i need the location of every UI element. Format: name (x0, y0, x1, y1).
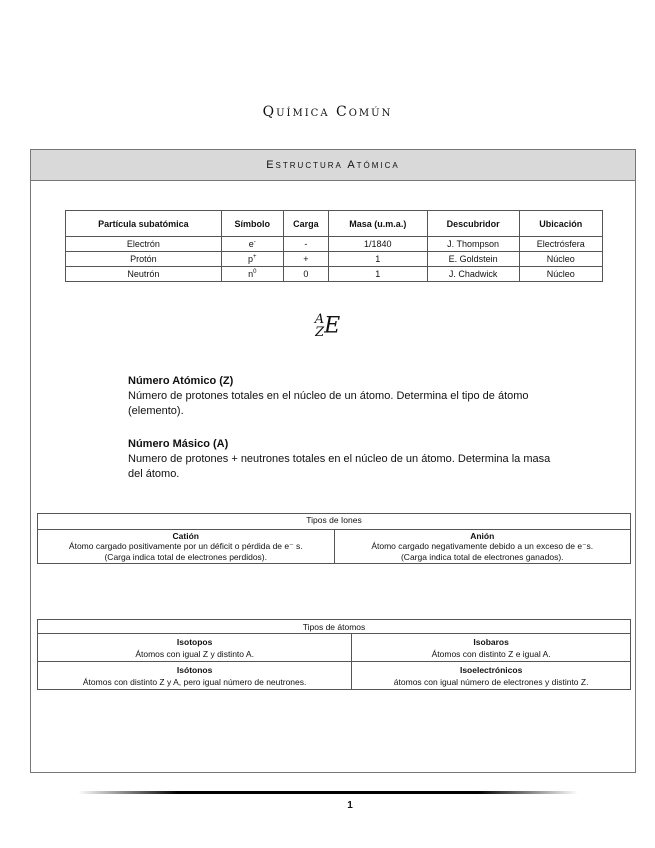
cation-cell (38, 530, 335, 564)
column-header: Carga (283, 211, 328, 237)
particle-discoverer: E. Goldstein (427, 252, 519, 267)
page-number: 1 (347, 800, 353, 811)
atom-type-cell (38, 662, 352, 690)
particle-mass: 1 (328, 267, 427, 282)
particle-symbol: p+ (221, 252, 283, 267)
ion-types-table (37, 513, 631, 564)
particle-name: Electrón (66, 237, 222, 252)
atom-type-heading: Isobaros (473, 636, 509, 647)
element-symbol: E (324, 313, 341, 339)
particle-location: Núcleo (519, 252, 602, 267)
atom-types-title: Tipos de átomos (38, 620, 631, 634)
particle-charge: + (283, 252, 328, 267)
atom-type-cell (38, 634, 352, 662)
cation-note: (Carga indica total de electrones perdidos). (104, 552, 268, 562)
atom-type-heading: Isotopos (176, 636, 213, 647)
atom-type-cell (352, 662, 631, 690)
atomic-number-symbol: Z (315, 325, 325, 340)
column-header: Partícula subatómica (66, 211, 222, 237)
particle-symbol: e- (221, 237, 283, 252)
cation-text: Átomo cargado positivamente por un déficit o pérdida de e⁻ s. (68, 541, 303, 551)
table-row (66, 237, 603, 252)
column-header: Símbolo (221, 211, 283, 237)
atomic-notation (0, 313, 655, 339)
definition-text: Numero de protones + neutrones totales en el núcleo de un átomo. Determina la masa del átomo. (128, 453, 551, 480)
atom-type-text: Átomos con igual Z y distinto A. (135, 648, 254, 659)
particle-name: Neutrón (66, 267, 222, 282)
section-title: Estructura Atómica (30, 149, 636, 181)
particle-name: Protón (66, 252, 222, 267)
column-header: Ubicación (519, 211, 602, 237)
particle-mass: 1 (328, 252, 427, 267)
atom-type-text: Átomos con distinto Z y A, pero igual número de neutrones. (82, 676, 307, 687)
particle-symbol: $n^0$ (221, 267, 283, 282)
definition-heading: Número Atómico (Z) (128, 375, 234, 387)
atom-types-table (37, 619, 631, 690)
anion-note: (Carga indica total de electrones ganados). (400, 552, 564, 562)
particle-discoverer: J. Thompson (427, 237, 519, 252)
atom-type-text: átomos con igual número de electrones y distinto Z. (393, 676, 589, 687)
particles-table (65, 210, 603, 282)
definition-heading: Número Másico (A) (128, 438, 229, 450)
table-row (66, 267, 603, 282)
anion-cell (334, 530, 631, 564)
anion-heading: Anión (470, 531, 495, 541)
cation-heading: Catión (172, 531, 199, 541)
document-title: Química Común (262, 104, 393, 120)
definition-text: Número de protones totales en el núcleo de un átomo. Determina el tipo de átomo (elemento). (128, 390, 529, 417)
ion-types-title: Tipos de Iones (38, 514, 631, 530)
particle-discoverer: J. Chadwick (427, 267, 519, 282)
column-header: Masa (u.m.a.) (328, 211, 427, 237)
particle-mass: 1/1840 (328, 237, 427, 252)
mass-number-definition (128, 437, 558, 482)
column-header: Descubridor (427, 211, 519, 237)
atomic-number-definition (128, 374, 558, 419)
anion-text: Átomo cargado negativamente debido a un exceso de e⁻s. (371, 541, 594, 551)
particle-location: Electrósfera (519, 237, 602, 252)
atom-type-heading: Isoelectrónicos (459, 664, 523, 675)
atom-type-cell (352, 634, 631, 662)
table-row (66, 252, 603, 267)
table-header-row (66, 211, 603, 237)
atom-type-heading: Isótonos (176, 664, 213, 675)
footer-divider (78, 791, 578, 794)
atom-type-text: Átomos con distinto Z e igual A. (431, 648, 551, 659)
particle-location: Núcleo (519, 267, 602, 282)
particle-charge: - (283, 237, 328, 252)
particle-charge: 0 (283, 267, 328, 282)
mass-number-symbol: A (314, 312, 325, 327)
